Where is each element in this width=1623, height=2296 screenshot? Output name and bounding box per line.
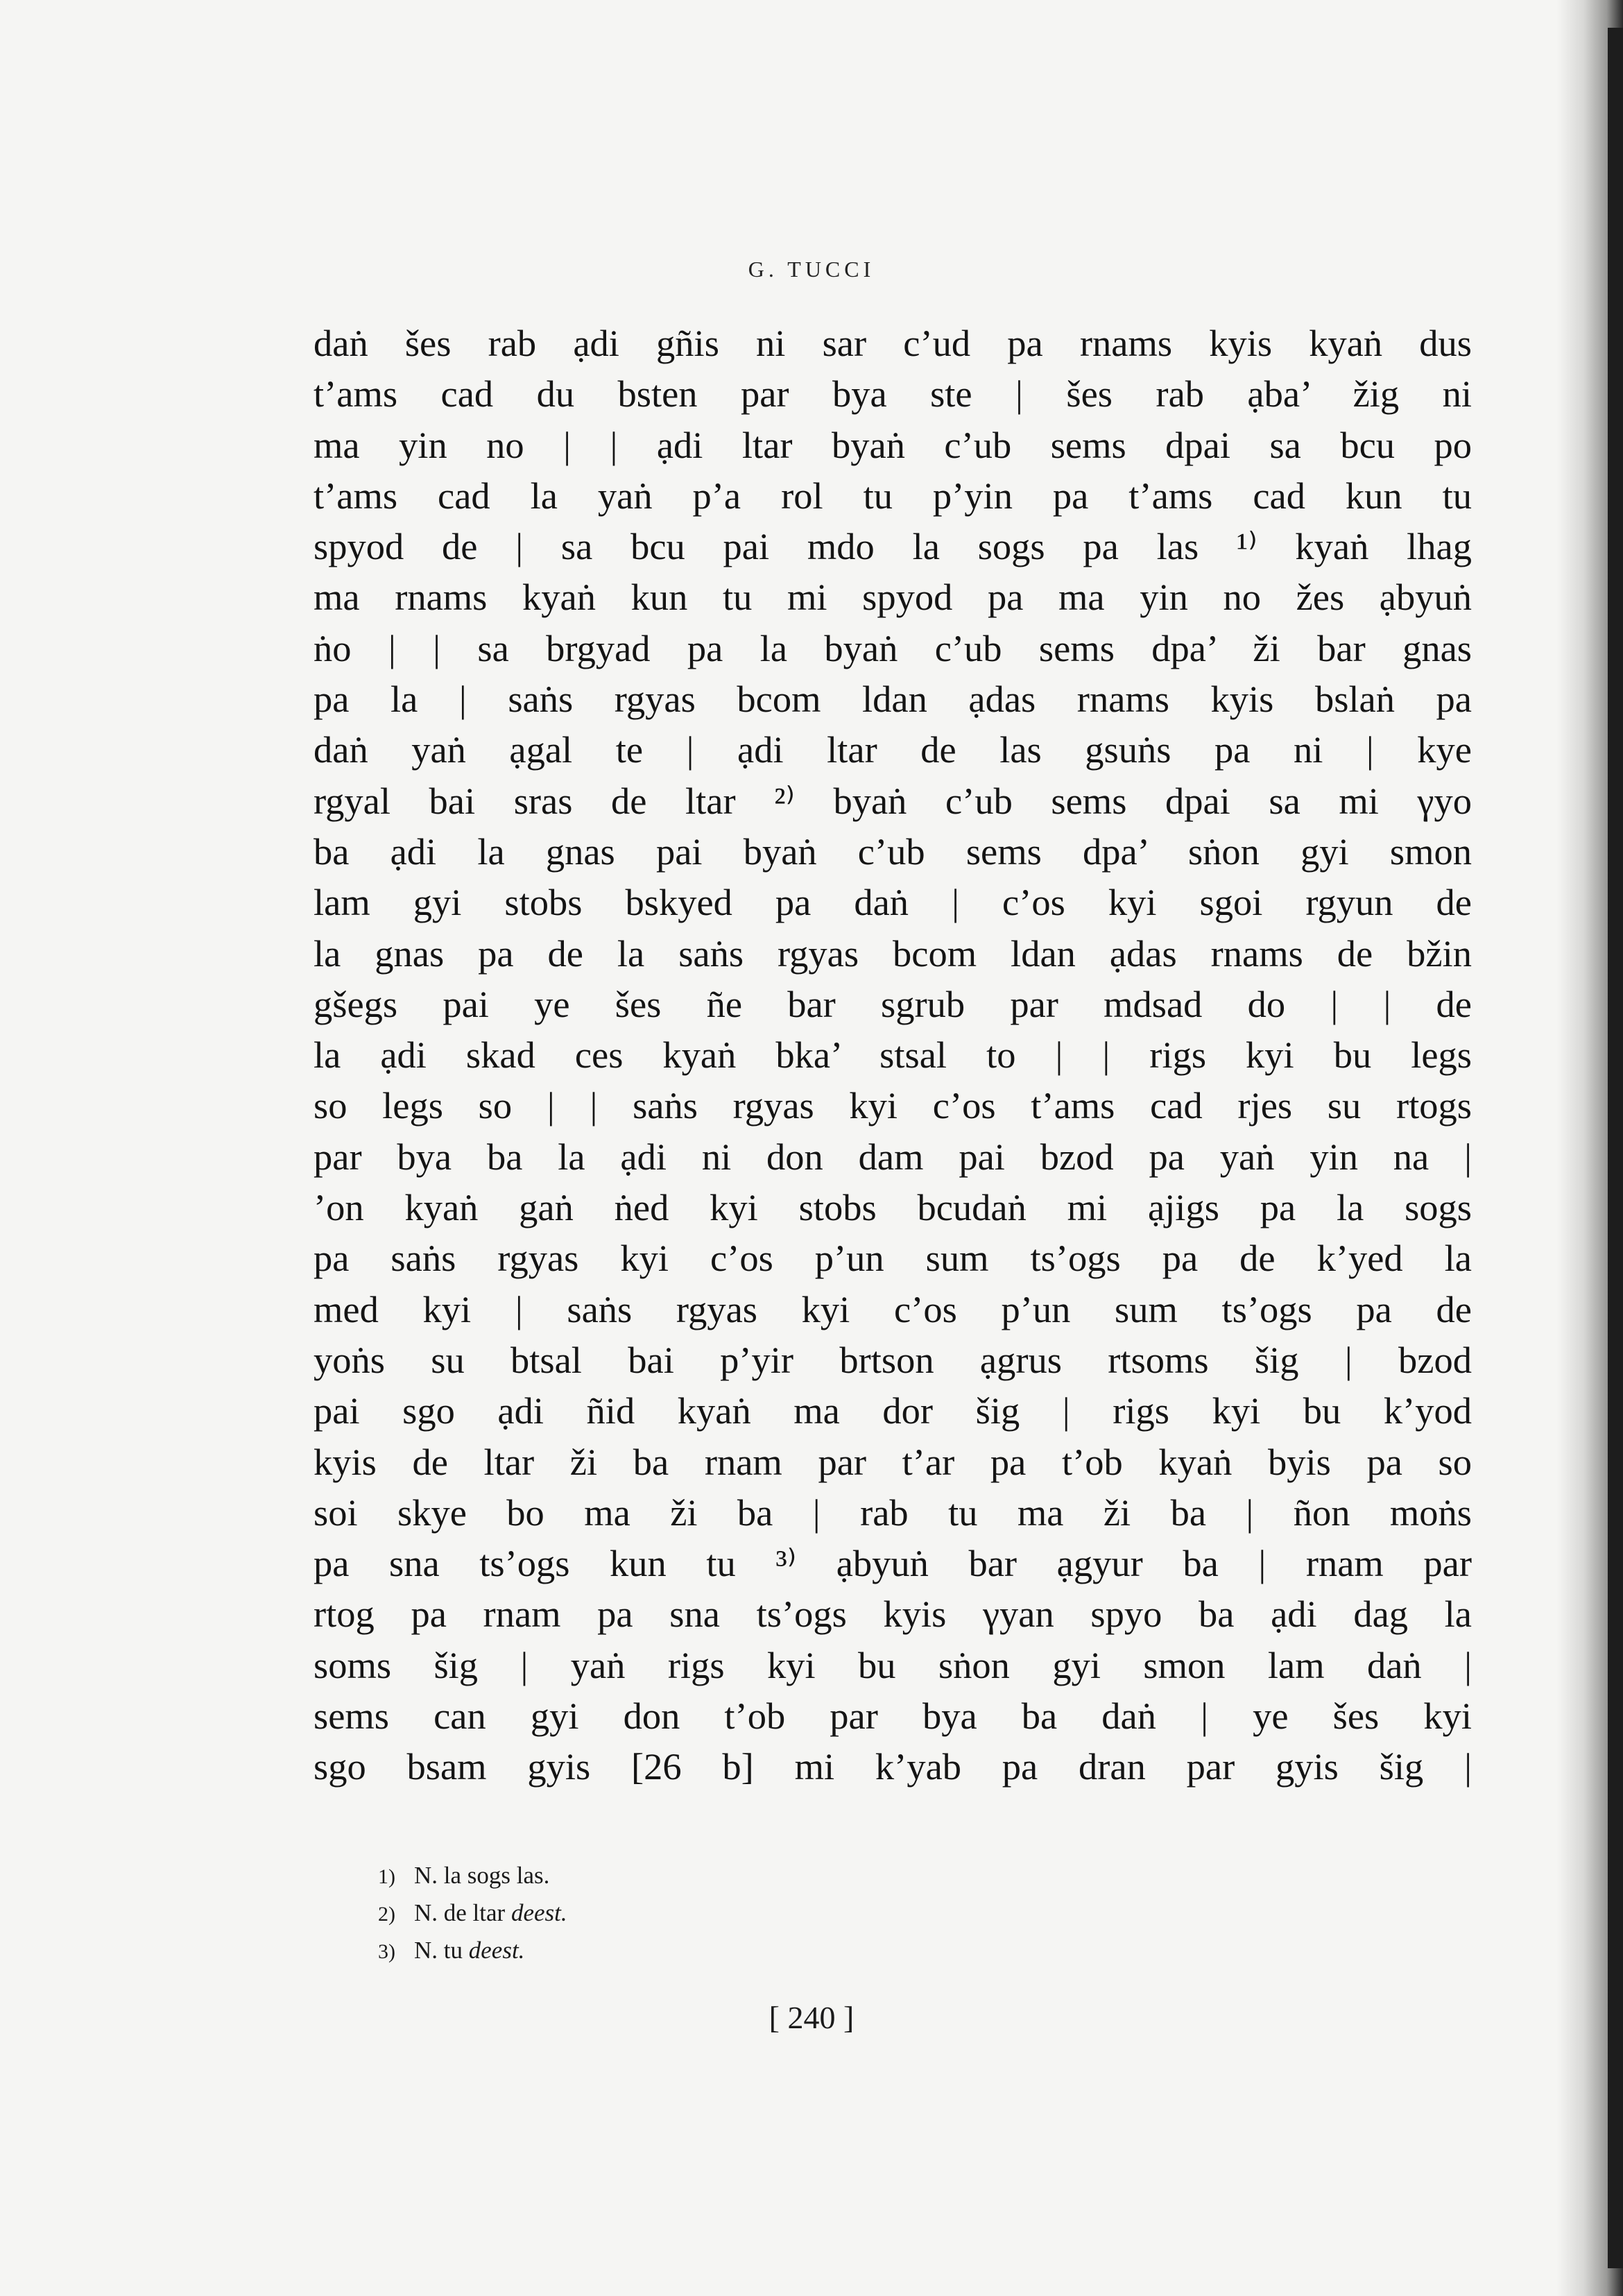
footnote-marker: 3) xyxy=(378,1940,395,1963)
text-line: ma rnams kyaṅ kun tu mi spyod pa ma yin no žes ạbyuṅ xyxy=(314,576,1472,619)
body-text xyxy=(314,318,1472,1792)
text-line: sems can gyi don t’ob par bya ba daṅ | ye šes kyi xyxy=(314,1695,1472,1738)
text-line: ṅo | | sa brgyad pa la byaṅ c’ub sems dpa’ ži bar gnas xyxy=(314,626,1472,669)
text-line: la gnas pa de la saṅs rgyas bcom ldan ạdas rnams de bžin xyxy=(314,932,1472,975)
footnote-italic: deest. xyxy=(468,1937,525,1964)
footnote-text: N. tu xyxy=(414,1937,469,1964)
text-line: pa sna ts’ogs kun tu ³⁾ ạbyuṅ bar ạgyur ba | rnam par xyxy=(314,1542,1472,1585)
footnote xyxy=(378,1858,1210,1895)
footnote-marker: 1) xyxy=(378,1865,395,1888)
footnote xyxy=(378,1933,1210,1970)
text-line: ma yin no | | ạdi ltar byaṅ c’ub sems dpai sa bcu po xyxy=(314,423,1472,466)
text-line: yoṅs su btsal bai p’yir brtson ạgrus rtsoms šig | bzod xyxy=(314,1338,1472,1381)
text-line: pai sgo ạdi ñid kyaṅ ma dor šig | rigs kyi bu k’yod xyxy=(314,1389,1472,1432)
text-line: med kyi | saṅs rgyas kyi c’os p’un sum ts’ogs pa de xyxy=(314,1287,1472,1330)
footnote xyxy=(378,1895,1210,1933)
footnote-text: N. la sogs las. xyxy=(414,1862,550,1889)
text-line: ba ạdi la gnas pai byaṅ c’ub sems dpa’ sṅon gyi smon xyxy=(314,830,1472,873)
page-edge-shadow xyxy=(1557,0,1623,2296)
text-line: kyis de ltar ži ba rnam par t’ar pa t’ob kyaṅ byis pa so xyxy=(314,1440,1472,1483)
text-line: daṅ yaṅ ạgal te | ạdi ltar de las gsuṅs pa ni | kye xyxy=(314,728,1472,771)
text-line: pa la | saṅs rgyas bcom ldan ạdas rnams kyis bslaṅ pa xyxy=(314,678,1472,721)
text-line: soms šig | yaṅ rigs kyi bu sṅon gyi smon lam daṅ | xyxy=(314,1643,1472,1686)
running-head: G. TUCCI xyxy=(748,257,875,282)
text-line: t’ams cad du bsten par bya ste | šes rab ạba’ žig ni xyxy=(314,372,1472,415)
text-line: daṅ šes rab ạdi gñis ni sar c’ud pa rnams kyis kyaṅ dus xyxy=(314,322,1472,364)
text-line: t’ams cad la yaṅ p’a rol tu p’yin pa t’ams cad kun tu xyxy=(314,474,1472,517)
footnote-marker: 2) xyxy=(378,1903,395,1926)
text-line: sgo bsam gyis [26 b] mi k’yab pa dran par gyis šig | xyxy=(314,1745,1472,1788)
footnote-italic: deest. xyxy=(510,1899,567,1926)
text-line: lam gyi stobs bskyed pa daṅ | c’os kyi sgoi rgyun de xyxy=(314,881,1472,924)
text-line: so legs so | | saṅs rgyas kyi c’os t’ams cad rjes su rtogs xyxy=(314,1084,1472,1127)
text-line: rtog pa rnam pa sna ts’ogs kyis γyan spyo ba ạdi dag la xyxy=(314,1593,1472,1636)
text-line: rgyal bai sras de ltar ²⁾ byaṅ c’ub sems dpai sa mi γyo xyxy=(314,779,1472,822)
text-line: ’on kyaṅ gaṅ ṅed kyi stobs bcudaṅ mi ạjigs pa la sogs xyxy=(314,1186,1472,1229)
footnotes xyxy=(378,1858,1210,1970)
text-line: par bya ba la ạdi ni don dam pai bzod pa yaṅ yin na | xyxy=(314,1135,1472,1178)
text-line: soi skye bo ma ži ba | rab tu ma ži ba | ñon moṅs xyxy=(314,1491,1472,1534)
text-line: la ạdi skad ces kyaṅ bka’ stsal to | | rigs kyi bu legs xyxy=(314,1034,1472,1077)
footnote-text: N. de ltar xyxy=(414,1899,511,1926)
page-number: [ 240 ] xyxy=(768,2000,855,2035)
text-line: gšegs pai ye šes ñe bar sgrub par mdsad do | | de xyxy=(314,982,1472,1025)
text-line: spyod de | sa bcu pai mdo la sogs pa las ¹⁾ kyaṅ lhag xyxy=(314,525,1472,568)
text-line: pa saṅs rgyas kyi c’os p’un sum ts’ogs pa de k’yed la xyxy=(314,1237,1472,1280)
